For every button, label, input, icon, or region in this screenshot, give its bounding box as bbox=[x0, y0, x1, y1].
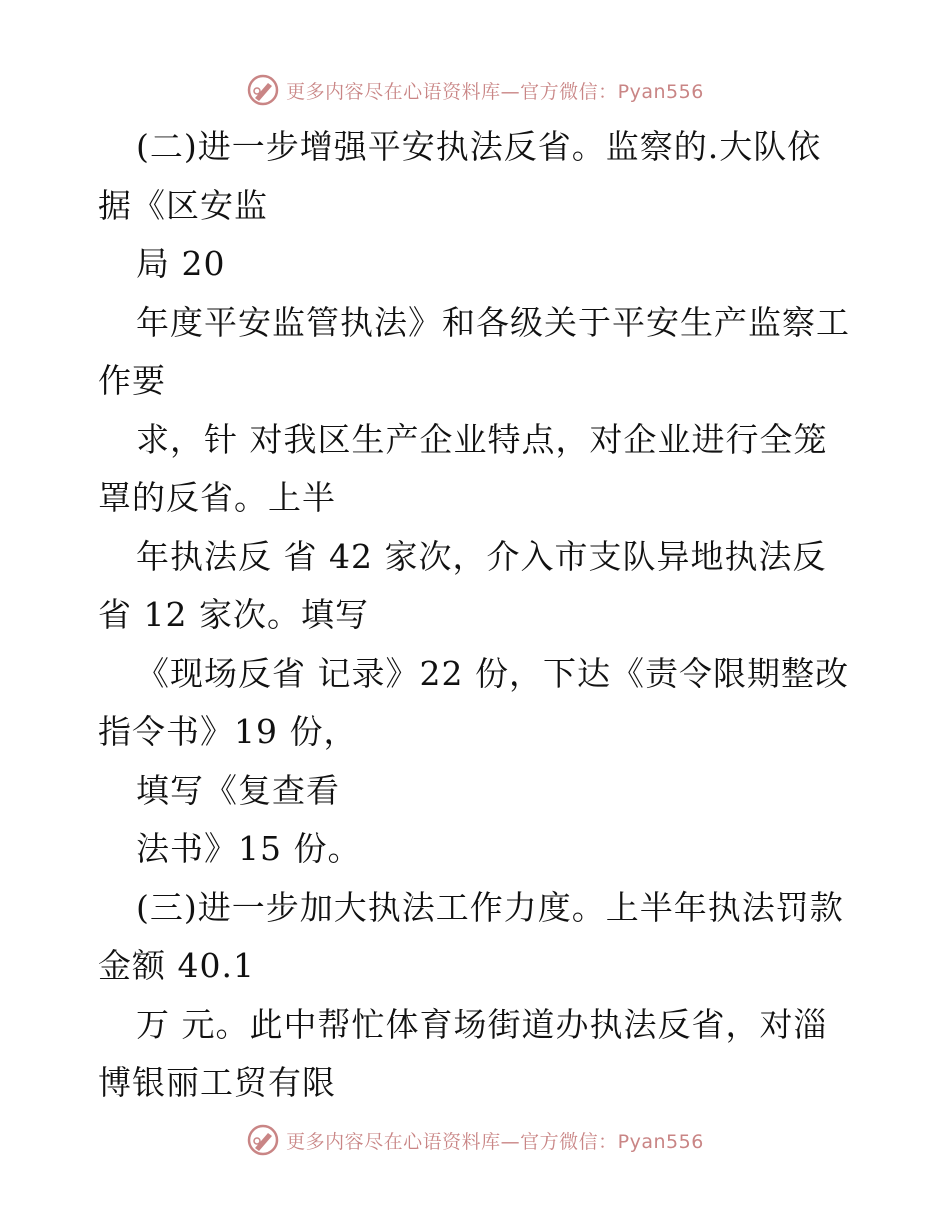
body-line: 金额 40.1 bbox=[98, 946, 255, 985]
body-line: 年度平安监管执法》和各级关于平安生产监察工 bbox=[136, 302, 850, 342]
footer-banner bbox=[0, 1120, 950, 1160]
pen-seal-icon bbox=[246, 1123, 280, 1157]
body-line: 年执法反 省 42 家次，介入市支队异地执法反 bbox=[136, 536, 827, 576]
body-line: 求，针 对我区生产企业特点，对企业进行全笼 bbox=[136, 419, 828, 459]
pen-seal-icon bbox=[246, 73, 280, 107]
body-line: 指令书》19 份， bbox=[98, 712, 358, 751]
body-line: 罩的反省。上半 bbox=[98, 478, 336, 517]
body-line: 法书》15 份。 bbox=[136, 829, 362, 868]
body-line: 据《区安监 bbox=[98, 185, 268, 225]
body-line: 局 20 bbox=[136, 244, 226, 283]
body-line: (二)进一步增强平安执法反省。监察的.大队依 bbox=[136, 127, 822, 166]
body-line: 万 元。此中帮忙体育场街道办执法反省，对淄 bbox=[136, 1004, 828, 1044]
header-banner bbox=[0, 70, 950, 110]
body-line: (三)进一步加大执法工作力度。上半年执法罚款 bbox=[136, 887, 844, 927]
header-banner-text: 更多内容尽在心语资料库—官方微信：Pyan556 bbox=[286, 80, 704, 103]
body-line: 省 12 家次。填写 bbox=[98, 595, 369, 634]
body-line: 填写《复查看 bbox=[136, 770, 340, 810]
document-body bbox=[98, 118, 858, 1113]
body-line: 博银丽工贸有限 bbox=[98, 1063, 336, 1102]
footer-banner-text: 更多内容尽在心语资料库—官方微信：Pyan556 bbox=[286, 1130, 704, 1153]
body-line: 《现场反省 记录》22 份，下达《责令限期整改 bbox=[136, 653, 849, 693]
body-line: 作要 bbox=[98, 361, 166, 400]
